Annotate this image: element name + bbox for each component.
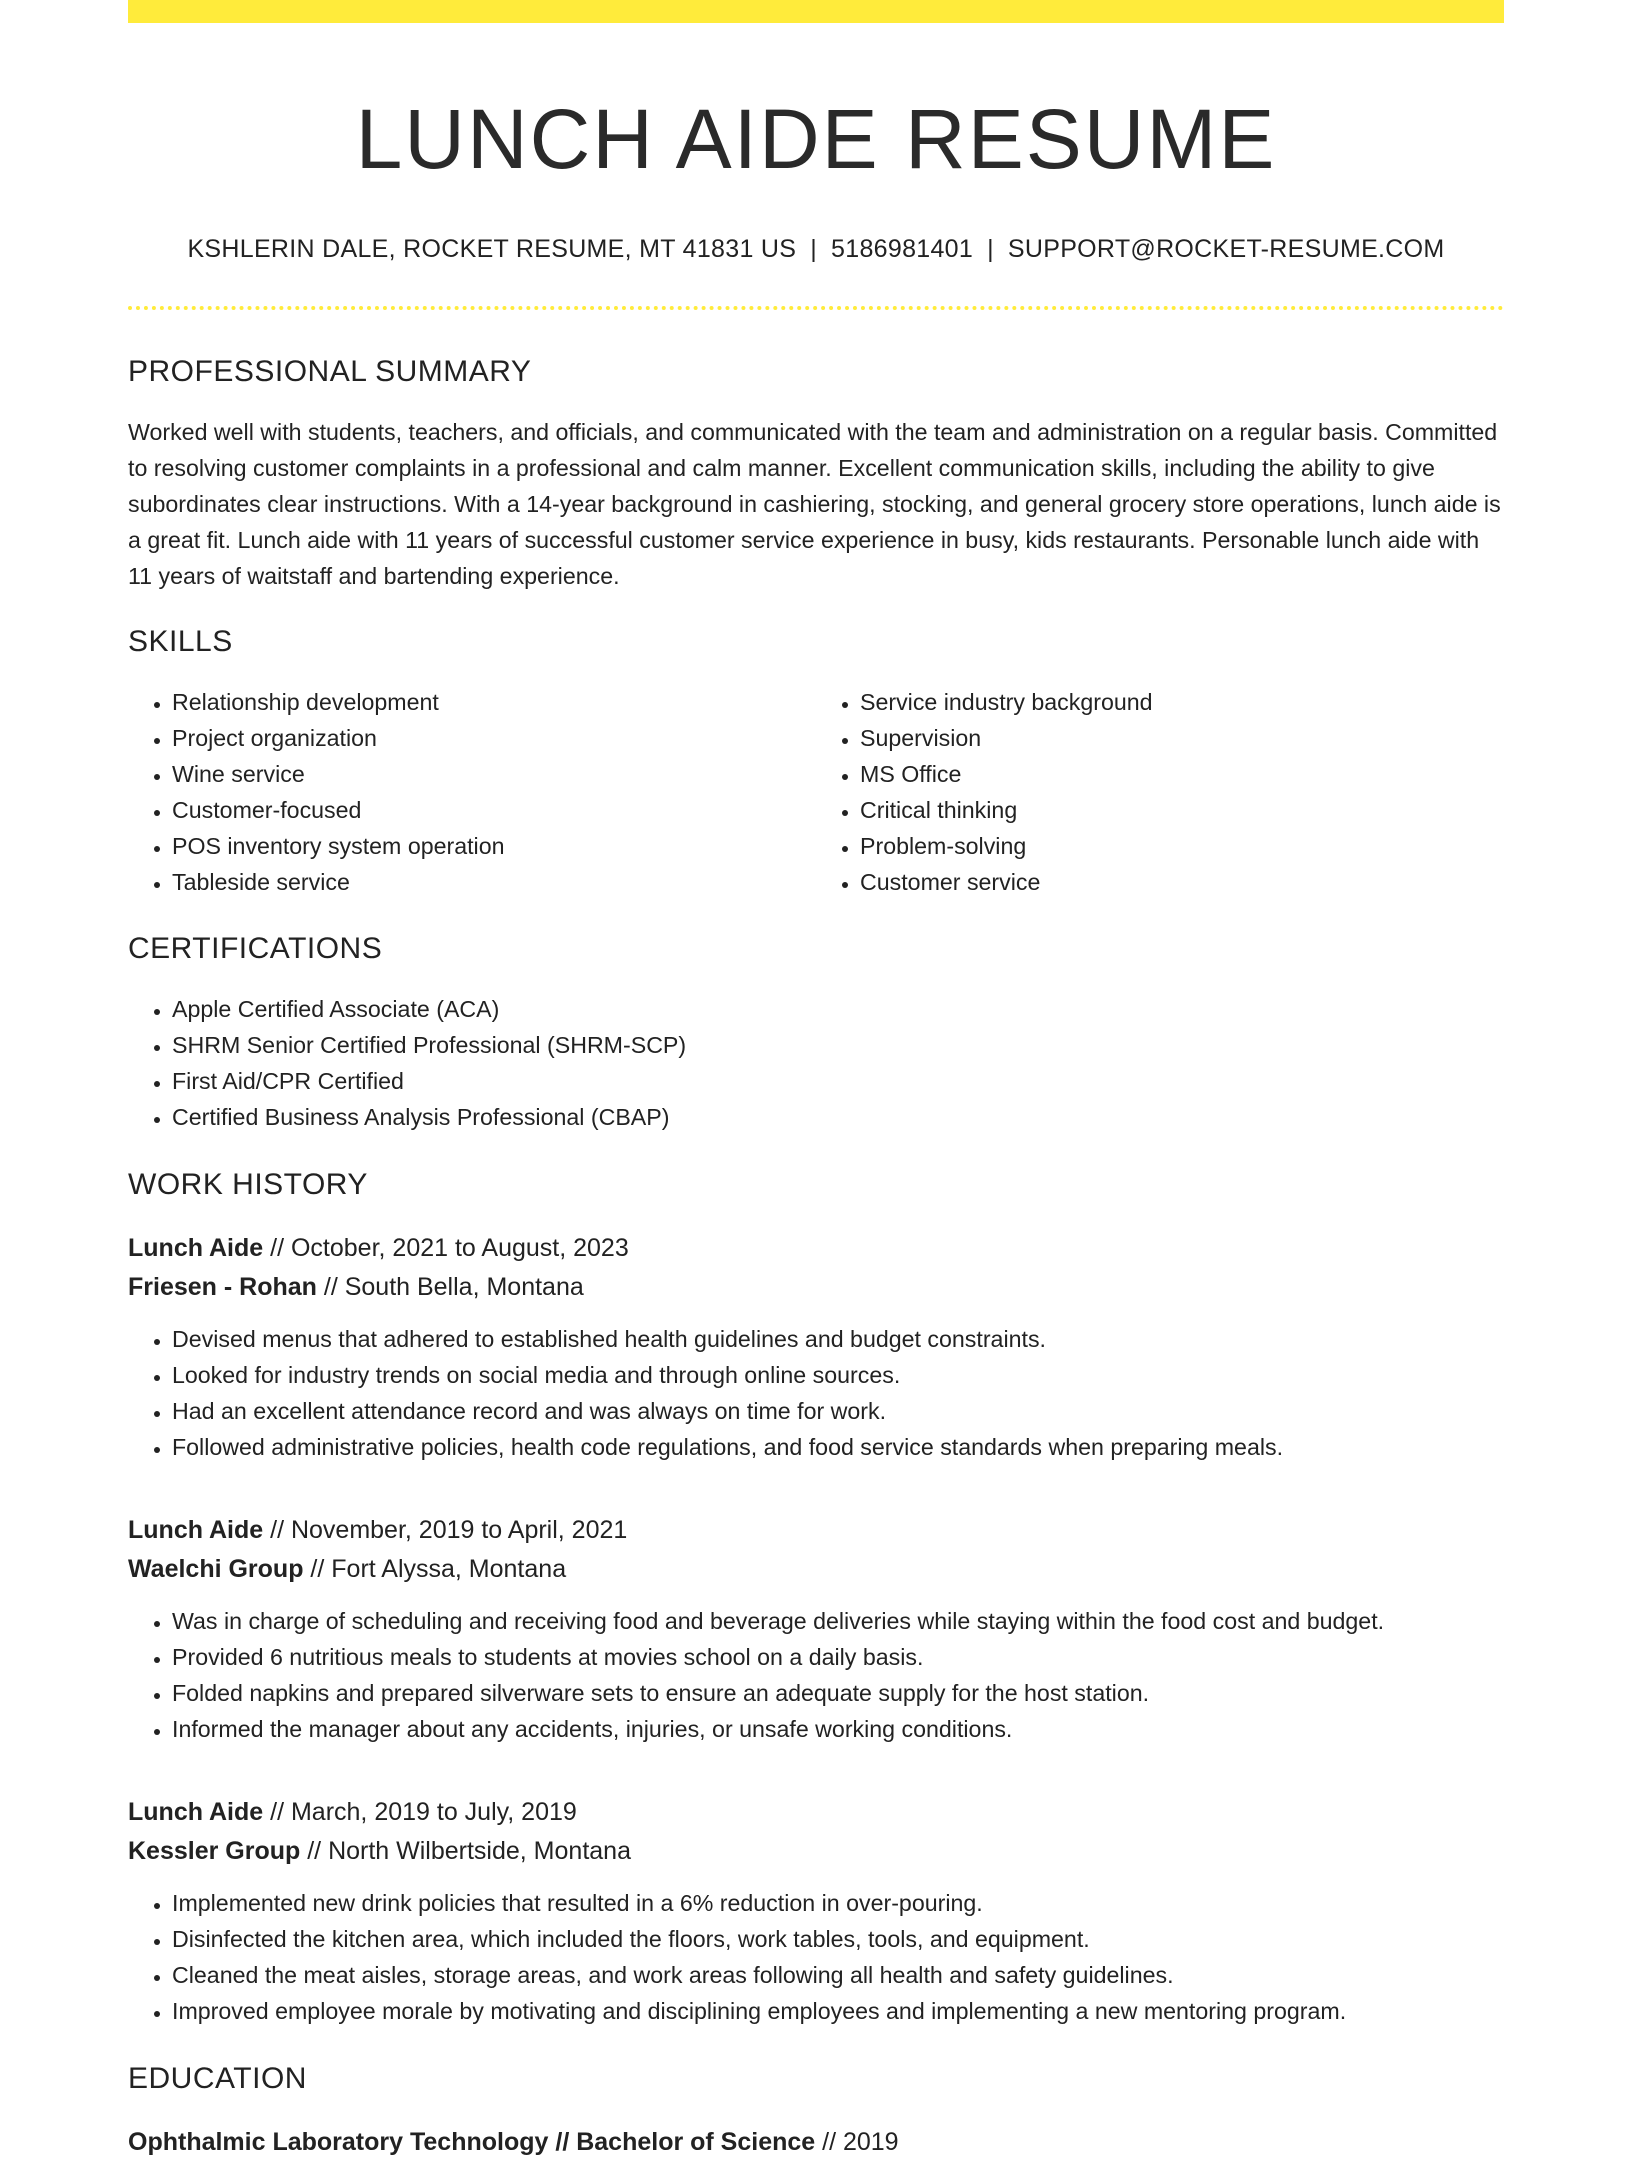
education-school: Ophthalmic Laboratory Technology	[128, 2128, 549, 2156]
job-company-line	[128, 1550, 1504, 1589]
dotted-divider	[128, 306, 1504, 310]
summary-text: Worked well with students, teachers, and officials, and communicated with the team and administration on a regular basis. Committed to resolving customer complaints in a professional and calm manner. Excellent communication skills, including the ability to give subordinates clear instructions. With a 14-year background in cashiering, stocking, and general grocery store operations, lunch aide is a great fit. Lunch aide with 11 years of successful customer service experience in busy, kids restaurants. Personable lunch aide with 11 years of waitstaff and bartending experience.	[128, 419, 1501, 589]
contact-line	[128, 234, 1504, 264]
skill-item: • Wine service	[172, 756, 816, 792]
job-company-line	[128, 1268, 1504, 1307]
job-bullet: • Implemented new drink policies that resulted in a 6% reduction in over-pouring.	[172, 1885, 1504, 1921]
skills-left-column	[128, 684, 816, 900]
contact-separator: |	[810, 235, 818, 263]
job-bullet: • Disinfected the kitchen area, which included the floors, work tables, tools, and equipment.	[172, 1921, 1504, 1957]
skill-item: • Tableside service	[172, 864, 816, 900]
resume-page	[128, 0, 1504, 2162]
job-company-line	[128, 1832, 1504, 1871]
education-heading: EDUCATION	[128, 2062, 307, 2095]
certification-item: • Apple Certified Associate (ACA)	[172, 991, 1504, 1027]
summary-heading: PROFESSIONAL SUMMARY	[128, 355, 532, 388]
contact-separator: |	[987, 235, 994, 263]
job-entry	[128, 1229, 1504, 1465]
job-location: // North Wilbertside, Montana	[300, 1837, 631, 1865]
contact-address: KSHLERIN DALE, ROCKET RESUME, MT 41831 US	[187, 235, 797, 263]
skill-item: • MS Office	[860, 756, 1504, 792]
job-company: Friesen - Rohan	[128, 1273, 317, 1301]
education-degree: // Bachelor of Science	[548, 2128, 816, 2156]
job-bullet: • Devised menus that adhered to established health guidelines and budget constraints.	[172, 1321, 1504, 1357]
contact-email: SUPPORT@ROCKET-RESUME.COM	[1007, 235, 1445, 263]
contact-phone: 5186981401	[831, 235, 974, 263]
job-bullet: • Followed administrative policies, health code regulations, and food service standards when preparing meals.	[172, 1429, 1504, 1465]
certification-item: • SHRM Senior Certified Professional (SHRM-SCP)	[172, 1027, 1504, 1063]
skill-item: • Problem-solving	[860, 828, 1504, 864]
skill-item: • Service industry background	[860, 684, 1504, 720]
job-bullets	[128, 1321, 1504, 1465]
education-year: // 2019	[815, 2128, 899, 2156]
job-title-line	[128, 1229, 1504, 1268]
job-bullet: • Improved employee morale by motivating and disciplining employees and implementing a new mentoring program.	[172, 1993, 1504, 2029]
job-location: // South Bella, Montana	[316, 1273, 584, 1301]
job-bullet: • Provided 6 nutritious meals to students at movies school on a daily basis.	[172, 1639, 1504, 1675]
skills-list	[128, 684, 1504, 900]
skills-heading: SKILLS	[128, 625, 233, 658]
job-bullets	[128, 1603, 1504, 1747]
job-location: // Fort Alyssa, Montana	[303, 1555, 567, 1583]
job-dates: // October, 2021 to August, 2023	[263, 1234, 629, 1262]
job-entry	[128, 1793, 1504, 2029]
certifications-list	[128, 991, 1504, 1135]
job-title-line	[128, 1511, 1504, 1550]
skill-item: • Customer-focused	[172, 792, 816, 828]
skill-item: • Project organization	[172, 720, 816, 756]
job-bullet: • Was in charge of scheduling and receiving food and beverage deliveries while staying within the food cost and budget.	[172, 1603, 1504, 1639]
skill-item: • Customer service	[860, 864, 1504, 900]
job-company: Waelchi Group	[128, 1555, 304, 1583]
skills-right-column	[816, 684, 1504, 900]
job-bullets	[128, 1885, 1504, 2029]
skill-item: • Relationship development	[172, 684, 816, 720]
work-history-heading: WORK HISTORY	[128, 1168, 368, 1201]
job-dates: // March, 2019 to July, 2019	[263, 1798, 577, 1826]
job-title: Lunch Aide	[128, 1516, 264, 1544]
job-title-line	[128, 1793, 1504, 1832]
job-bullet: • Looked for industry trends on social media and through online sources.	[172, 1357, 1504, 1393]
skill-item: • Critical thinking	[860, 792, 1504, 828]
job-bullet: • Folded napkins and prepared silverware sets to ensure an adequate supply for the host station.	[172, 1675, 1504, 1711]
skill-item: • POS inventory system operation	[172, 828, 816, 864]
accent-top-bar	[128, 0, 1504, 23]
job-entry	[128, 1511, 1504, 1747]
certifications-heading: CERTIFICATIONS	[128, 932, 383, 965]
certification-item: • Certified Business Analysis Professional (CBAP)	[172, 1099, 1504, 1135]
education-entry	[128, 2123, 1504, 2162]
job-bullet: • Informed the manager about any accidents, injuries, or unsafe working conditions.	[172, 1711, 1504, 1747]
job-bullet: • Had an excellent attendance record and was always on time for work.	[172, 1393, 1504, 1429]
job-title: Lunch Aide	[128, 1234, 264, 1262]
certification-item: • First Aid/CPR Certified	[172, 1063, 1504, 1099]
job-title: Lunch Aide	[128, 1798, 264, 1826]
job-company: Kessler Group	[128, 1837, 301, 1865]
job-dates: // November, 2019 to April, 2021	[263, 1516, 628, 1544]
skill-item: • Supervision	[860, 720, 1504, 756]
resume-title: LUNCH AIDE RESUME	[355, 92, 1277, 186]
job-bullet: • Cleaned the meat aisles, storage areas, and work areas following all health and safety guidelines.	[172, 1957, 1504, 1993]
